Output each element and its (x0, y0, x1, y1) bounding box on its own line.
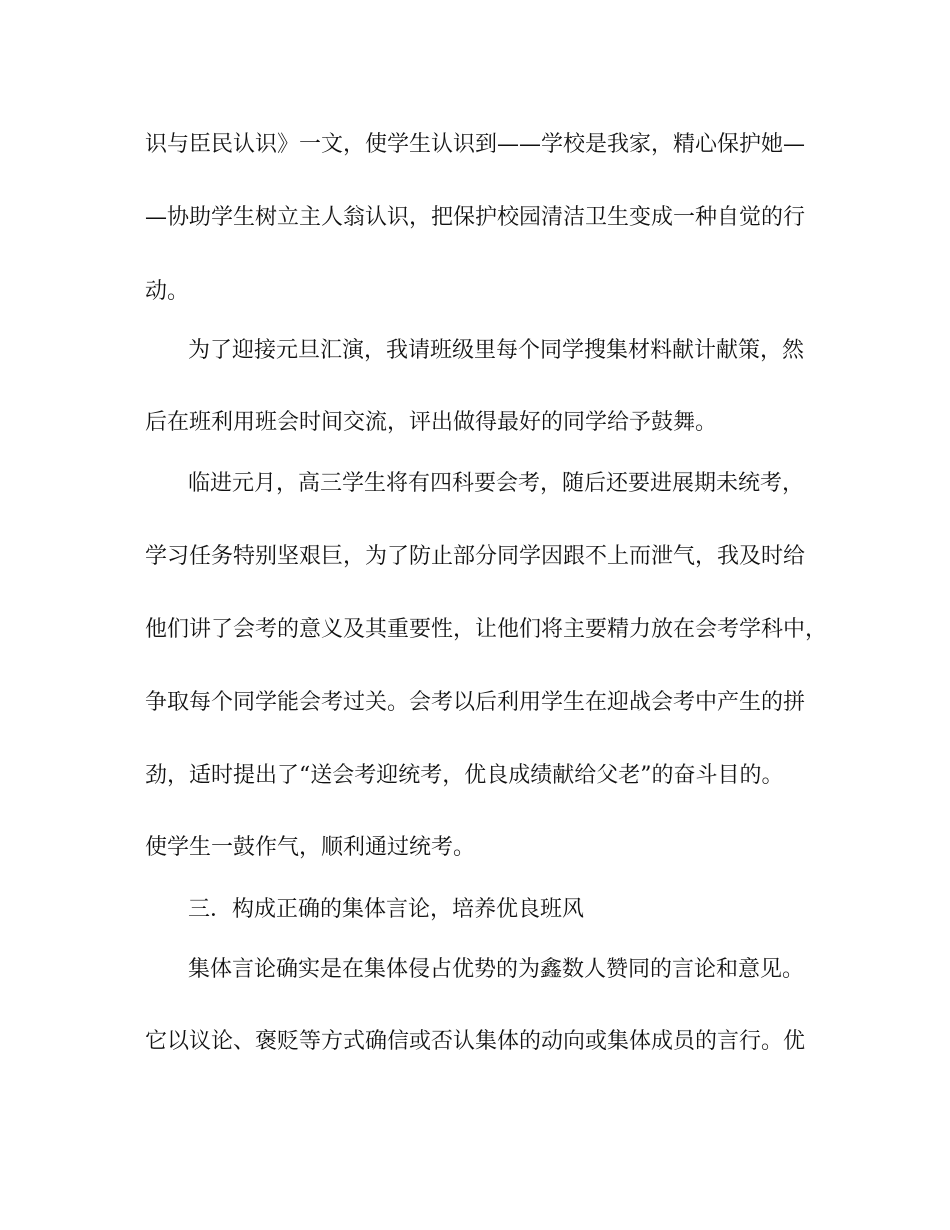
text-line: 争取每个同学能会考过关。会考以后利用学生在迎战会考中产生的拼 (145, 690, 806, 715)
paragraph-first-line: 为了迎接元旦汇演，我请班级里每个同学搜集材料献计献策，然 (188, 338, 805, 363)
text-line: 使学生一鼓作气，顺利通过统考。 (145, 835, 476, 860)
text-line: 学习任务特别坚艰巨，为了防止部分同学因跟不上而泄气，我及时给 (145, 544, 806, 569)
text-line: 识与臣民认识》一文，使学生认识到——学校是我家，精心保护她— (145, 132, 806, 157)
text-line: 后在班利用班会时间交流，评出做得最好的同学给予鼓舞。 (145, 410, 718, 435)
text-line: 劲，适时提出了“送会考迎统考，优良成绩献给父老”的奋斗目的。 (145, 763, 784, 788)
paragraph-first-line: 集体言论确实是在集体侵占优势的为鑫数人赞同的言论和意见。 (188, 957, 805, 982)
text-line: 动。 (145, 279, 190, 304)
paragraph-first-line: 临进元月，高三学生将有四科要会考，随后还要进展期未统考， (188, 471, 805, 496)
text-line: 它以议论、褒贬等方式确信或否认集体的动向或集体成员的言行。优 (145, 1029, 806, 1054)
text-line: —协助学生树立主人翁认识，把保护校园清洁卫生变成一种自觉的行 (145, 205, 806, 230)
text-line: 他们讲了会考的意义及其重要性，让他们将主要精力放在会考学科中， (145, 617, 828, 642)
section-heading: 三．构成正确的集体言论，培养优良班风 (188, 897, 585, 922)
